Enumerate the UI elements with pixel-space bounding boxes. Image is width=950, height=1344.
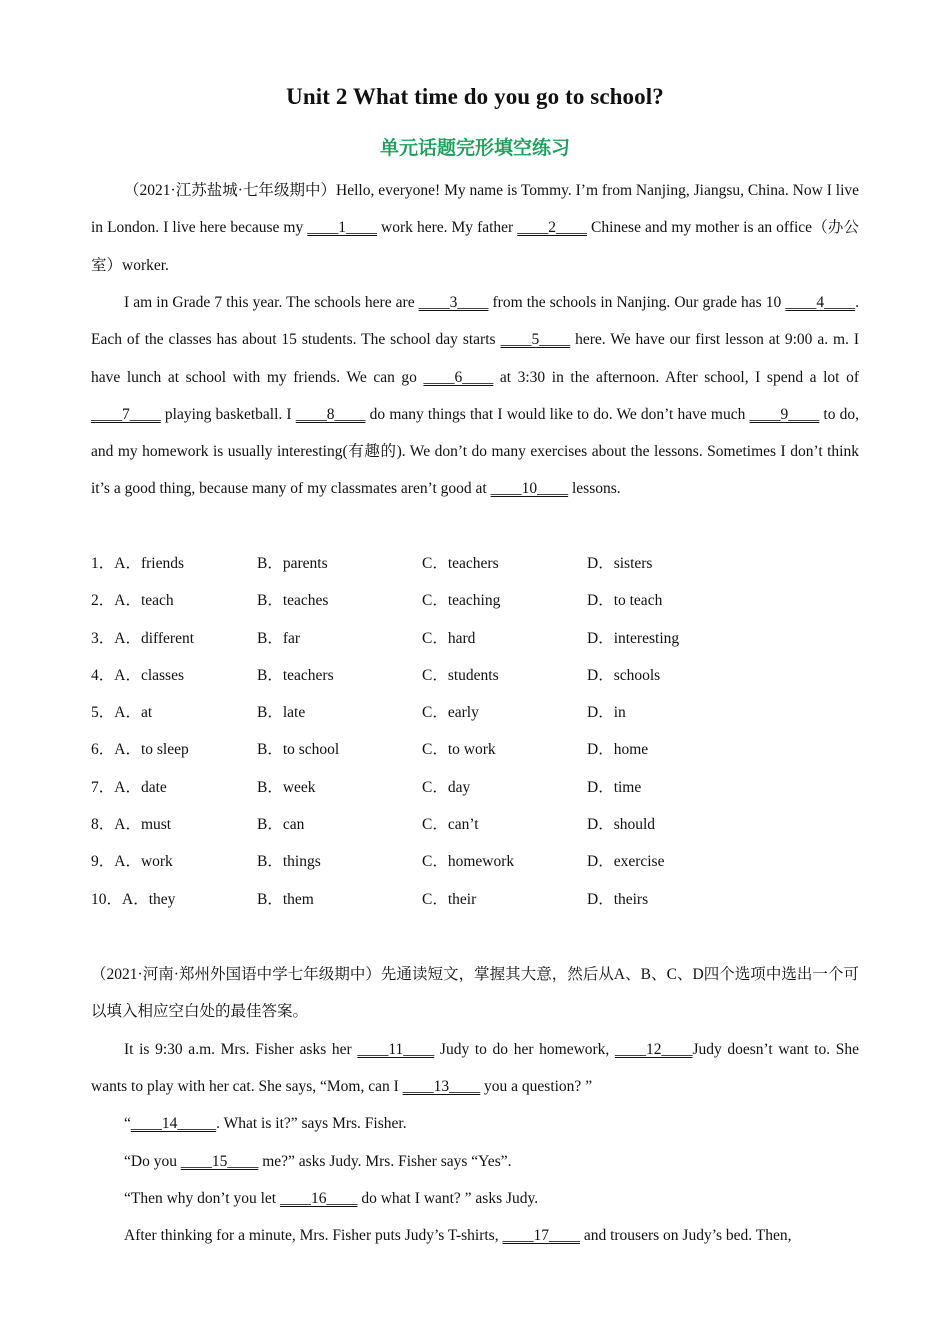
blank-1: ____1____ — [307, 219, 378, 237]
blank-2: ____2____ — [517, 219, 587, 237]
question-row: 3．A．different B．far C．hard D．interesting — [91, 629, 680, 647]
question-row: 9．A．work B．things C．homework D．exercise — [91, 853, 665, 871]
question-row: 4．A．classes B．teachers C．students D．schools — [91, 666, 661, 684]
page-title: Unit 2 What time do you go to school? — [286, 84, 664, 109]
blank-9: ____9____ — [749, 405, 820, 423]
blank-3: ____3____ — [418, 294, 489, 311]
passage1-source: （2021·江苏盐城·七年级期中） — [124, 182, 337, 199]
passage2-paragraph1: It is 9:30 a.m. Mrs. Fisher asks her ____11____ Judy to do her homework, ____12____Judy doesn’t want to. She wants to play with her cat. She says, “Mom, can I ____13____ you a question? ” — [91, 1041, 859, 1096]
blank-16: ____16____ — [279, 1190, 358, 1207]
question-row: 8．A．must B．can C．can’t D．should — [91, 816, 656, 834]
blank-6: ____6____ — [423, 368, 494, 386]
question-row: 7．A．date B．week C．day D．time — [91, 778, 642, 796]
question-row: 6．A．to sleep B．to school C．to work D．home — [91, 741, 649, 759]
blank-12: ____12____ — [614, 1041, 693, 1058]
blank-17: ____17____ — [502, 1227, 580, 1244]
question-row: 1．A．friends B．parents C．teachers D．sisters — [91, 555, 653, 572]
blank-8: ____8____ — [295, 405, 366, 423]
question-row: 5．A．at B．late C．early D．in — [91, 704, 626, 722]
blank-10: ____10____ — [490, 480, 569, 498]
question-options — [91, 545, 859, 918]
blank-4: ____4____ — [785, 294, 856, 311]
passage2-paragraph5: After thinking for a minute, Mrs. Fisher puts Judy’s T-shirts, ____17____ and trousers on Judy’s bed. Then, — [124, 1227, 792, 1244]
passage2-paragraph3: “Do you ____15____ me?” asks Judy. Mrs. Fisher says “Yes”. — [124, 1153, 512, 1170]
blank-7: ____7____ — [91, 405, 161, 423]
passage1-paragraph2: I am in Grade 7 this year. The schools here are ____3____ from the schools in Nanjing. Our grade has 10 ____4____. Each of the classes has about 15 students. The school day starts ____5____ here. We have our first lesson at 9:00 a. m. I have lunch at school with my friends. We can go ____6____ at 3:30 in the afternoon. After school, I spend a lot of ____7____ playing basketball. I ____8____ do many things that I would like to do. We don’t have much ____9____ to do, and my homework is usually interesting(有趣的). We don’t do many exercises about the lessons. Sometimes I don’t think it’s a good thing, because many of my classmates aren’t good at ____10____ lessons. — [91, 294, 860, 498]
blank-11: ____11____ — [357, 1041, 435, 1058]
page-subtitle: 单元话题完形填空练习 — [379, 137, 570, 159]
question-row: 2．A．teach B．teaches C．teaching D．to teach — [91, 592, 663, 610]
blank-15: ____15____ — [180, 1153, 259, 1170]
passage2-paragraph2: “____14_____. What is it?” says Mrs. Fisher. — [124, 1115, 407, 1132]
passage2-paragraph4: “Then why don’t you let ____16____ do what I want? ” asks Judy. — [124, 1190, 539, 1207]
question-row: 10．A．they B．them C．their D．theirs — [91, 890, 649, 908]
passage1-paragraph1: （2021·江苏盐城·七年级期中）Hello, everyone! My name is Tommy. I’m from Nanjing, Jiangsu, China. Now I live in London. I live here because my ____1____ work here. My father ____2____ Chinese and my mother is an office（办公室）worker. — [91, 182, 860, 274]
blank-13: ____13____ — [402, 1078, 481, 1096]
passage2-intro: （2021·河南·郑州外国语中学七年级期中）先通读短文，掌握其大意，然后从A、B、C、D四个选项中选出一个可以填入相应空白处的最佳答案。 — [91, 966, 859, 1021]
blank-14: ____14_____ — [130, 1115, 217, 1132]
blank-5: ____5____ — [500, 331, 571, 349]
